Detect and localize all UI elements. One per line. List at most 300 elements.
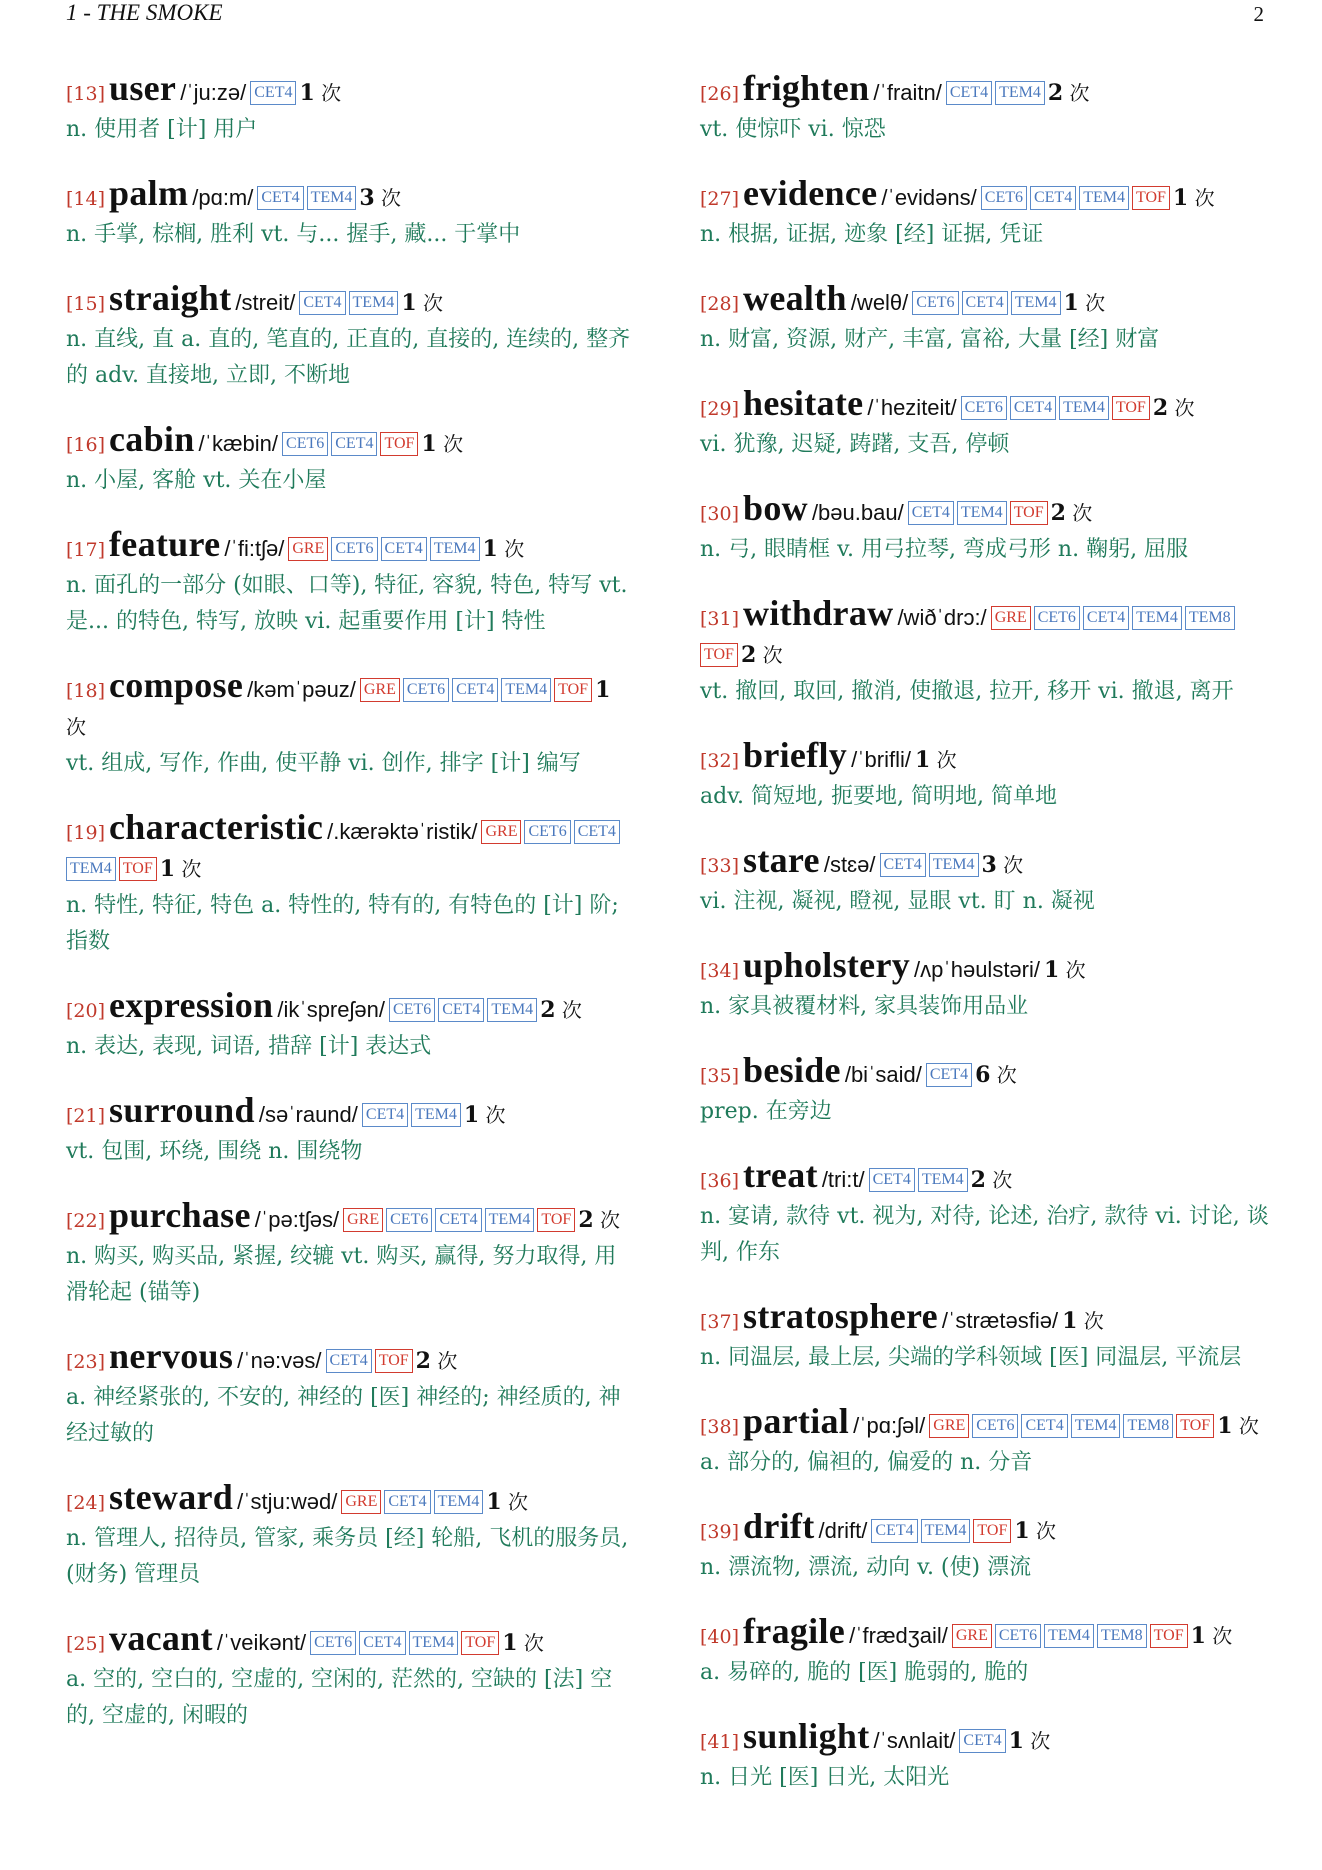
count-number: 1 xyxy=(1062,1308,1078,1334)
count-number: 2 xyxy=(1047,80,1064,106)
vocab-entry xyxy=(66,1197,636,1311)
entry-word: upholstery xyxy=(743,945,911,985)
entry-word: surround xyxy=(109,1090,255,1130)
exam-tag-cet4: CET4 xyxy=(299,291,345,315)
entry-headline xyxy=(66,1620,636,1662)
entry-headline xyxy=(700,70,1275,112)
exam-tag-tem4: TEM4 xyxy=(918,1168,968,1192)
occurrence-count xyxy=(1153,396,1195,420)
occurrence-count xyxy=(540,998,582,1022)
exam-tags xyxy=(912,291,1063,316)
exam-tag-cet4: CET4 xyxy=(908,501,954,525)
exam-tag-tof: TOF xyxy=(119,857,157,881)
entry-phonetic: /stɛə/ xyxy=(823,852,876,877)
entry-headline xyxy=(700,737,1275,779)
count-number: 1 xyxy=(486,1489,502,1515)
exam-tag-tem8: TEM8 xyxy=(1097,1624,1147,1648)
exam-tags xyxy=(288,537,482,562)
exam-tags xyxy=(299,291,401,316)
exam-tag-tof: TOF xyxy=(1112,396,1150,420)
exam-tag-tem4: TEM4 xyxy=(1071,1414,1121,1438)
exam-tags xyxy=(282,432,421,457)
exam-tag-cet6: CET6 xyxy=(389,998,435,1022)
count-unit: 次 xyxy=(996,853,1024,877)
occurrence-count xyxy=(1217,1414,1259,1438)
count-unit: 次 xyxy=(1059,958,1086,982)
vocab-entry xyxy=(66,987,636,1065)
entry-index: [37] xyxy=(700,1311,740,1333)
page-number: 2 xyxy=(1253,2,1264,26)
entry-phonetic: /kəmˈpəuz/ xyxy=(247,677,356,702)
occurrence-count xyxy=(1009,1729,1051,1753)
vocab-entry xyxy=(66,1338,636,1452)
occurrence-count xyxy=(160,857,202,881)
entry-phonetic: /tri:t/ xyxy=(821,1167,865,1192)
vocab-entry xyxy=(700,1508,1275,1586)
exam-tag-cet4: CET4 xyxy=(962,291,1008,315)
entry-index: [26] xyxy=(700,83,740,105)
entry-headline xyxy=(66,280,636,322)
entry-definition: a. 部分的, 偏袒的, 偏爱的 n. 分音 xyxy=(700,1450,1033,1475)
entry-word: compose xyxy=(109,665,244,705)
entry-word: sunlight xyxy=(743,1716,870,1756)
exam-tag-gre: GRE xyxy=(991,606,1031,630)
entry-definition: n. 财富, 资源, 财产, 丰富, 富裕, 大量 [经] 财富 xyxy=(700,327,1160,352)
exam-tag-tem4: TEM4 xyxy=(485,1208,535,1232)
vocab-entry xyxy=(66,70,636,148)
count-unit: 次 xyxy=(374,186,402,210)
count-number: 2 xyxy=(1050,500,1066,526)
entry-headline xyxy=(700,1298,1275,1340)
exam-tag-cet4: CET4 xyxy=(452,678,498,702)
entry-index: [18] xyxy=(66,680,106,702)
entry-headline xyxy=(66,987,636,1029)
occurrence-count xyxy=(1062,1309,1104,1333)
exam-tag-tem4: TEM4 xyxy=(487,998,537,1022)
entry-word: feature xyxy=(109,524,221,564)
exam-tags xyxy=(362,1103,464,1128)
entry-definition: n. 手掌, 棕榈, 胜利 vt. 与... 握手, 藏... 于掌中 xyxy=(66,222,521,247)
exam-tag-cet4: CET4 xyxy=(880,853,926,877)
entry-word: stare xyxy=(743,840,820,880)
entry-phonetic: /wiðˈdrɔ:/ xyxy=(897,605,987,630)
entry-word: user xyxy=(109,68,177,108)
count-unit: 次 xyxy=(1078,291,1106,315)
entry-index: [31] xyxy=(700,608,740,630)
entry-word: drift xyxy=(743,1506,815,1546)
entry-headline xyxy=(700,385,1275,427)
count-number: 2 xyxy=(970,1167,986,1193)
entry-index: [15] xyxy=(66,293,106,315)
exam-tag-tem4: TEM4 xyxy=(434,1490,484,1514)
vocab-entry xyxy=(700,175,1275,253)
entry-index: [16] xyxy=(66,434,106,456)
exam-tag-cet4: CET4 xyxy=(959,1729,1005,1753)
vocab-entry xyxy=(700,385,1275,463)
exam-tag-tem4: TEM4 xyxy=(1011,291,1061,315)
entry-definition: n. 面孔的一部分 (如眼、口等), 特征, 容貌, 特色, 特写 vt. 是... 的特色, 特写, 放映 vi. 起重要作用 [计] 特性 xyxy=(66,573,628,634)
count-unit: 次 xyxy=(1029,1519,1057,1543)
entry-phonetic: /bəu.bau/ xyxy=(811,500,904,525)
entry-word: steward xyxy=(109,1477,234,1517)
entry-definition: n. 同温层, 最上层, 尖端的学科领域 [医] 同温层, 平流层 xyxy=(700,1345,1242,1370)
exam-tag-cet6: CET6 xyxy=(331,537,377,561)
exam-tag-gre: GRE xyxy=(481,820,521,844)
exam-tag-tem4: TEM4 xyxy=(411,1103,461,1127)
left-column xyxy=(66,70,636,1761)
entry-phonetic: /ˈnə:vəs/ xyxy=(237,1348,322,1373)
count-unit: 次 xyxy=(1065,501,1093,525)
entry-headline xyxy=(66,1092,636,1134)
count-number: 3 xyxy=(981,852,997,878)
right-column xyxy=(700,70,1275,1823)
entry-headline xyxy=(66,526,636,568)
entry-index: [27] xyxy=(700,188,740,210)
occurrence-count xyxy=(1044,958,1086,982)
exam-tag-tem4: TEM4 xyxy=(1079,186,1129,210)
entry-index: [39] xyxy=(700,1521,740,1543)
entry-index: [32] xyxy=(700,750,740,772)
count-unit: 次 xyxy=(479,1103,506,1127)
exam-tag-cet4: CET4 xyxy=(384,1490,430,1514)
entry-headline xyxy=(700,490,1275,532)
count-number: 1 xyxy=(1063,290,1079,316)
exam-tag-tem4: TEM4 xyxy=(995,81,1045,105)
entry-headline xyxy=(700,175,1275,217)
vocab-entry xyxy=(700,280,1275,358)
entry-word: partial xyxy=(743,1401,850,1441)
exam-tag-tem4: TEM4 xyxy=(349,291,399,315)
count-number: 3 xyxy=(359,185,375,211)
exam-tag-tem4: TEM4 xyxy=(921,1519,971,1543)
count-number: 1 xyxy=(463,1102,480,1128)
entry-definition: n. 购买, 购买品, 紧握, 绞辘 vt. 购买, 赢得, 努力取得, 用滑轮起 (锚等) xyxy=(66,1244,617,1305)
count-unit: 次 xyxy=(756,643,783,667)
entry-word: nervous xyxy=(109,1336,234,1376)
entry-headline xyxy=(700,1718,1275,1760)
exam-tag-tof: TOF xyxy=(1132,186,1170,210)
entry-headline xyxy=(700,1052,1275,1094)
vocab-entry xyxy=(66,1620,636,1734)
entry-word: purchase xyxy=(109,1195,251,1235)
entry-definition: n. 弓, 眼睛框 v. 用弓拉琴, 弯成弓形 n. 鞠躬, 屈服 xyxy=(700,537,1189,562)
entry-word: expression xyxy=(109,985,274,1025)
exam-tags xyxy=(257,186,359,211)
vocab-entry xyxy=(700,1298,1275,1376)
entry-definition: a. 空的, 空白的, 空虚的, 空闲的, 茫然的, 空缺的 [法] 空的, 空虚的, 闲暇的 xyxy=(66,1667,613,1728)
vocab-entry xyxy=(700,595,1275,710)
entry-phonetic: /biˈsaid/ xyxy=(844,1062,922,1087)
entry-word: evidence xyxy=(743,173,878,213)
vocab-entry xyxy=(700,947,1275,1025)
exam-tag-cet4: CET4 xyxy=(926,1063,972,1087)
count-unit: 次 xyxy=(517,1631,544,1655)
occurrence-count xyxy=(1064,291,1106,315)
exam-tag-gre: GRE xyxy=(952,1624,992,1648)
vocab-entry xyxy=(700,842,1275,920)
count-number: 2 xyxy=(540,997,556,1023)
entry-headline xyxy=(700,1157,1275,1199)
exam-tag-tem4: TEM4 xyxy=(409,1631,459,1655)
entry-word: straight xyxy=(109,278,232,318)
count-number: 1 xyxy=(1172,185,1189,211)
entry-phonetic: /ˈkæbin/ xyxy=(198,431,279,456)
exam-tags xyxy=(926,1063,975,1088)
exam-tag-cet6: CET6 xyxy=(961,396,1007,420)
entry-word: frighten xyxy=(743,68,870,108)
entry-word: characteristic xyxy=(109,807,324,847)
exam-tag-tof: TOF xyxy=(1010,501,1048,525)
entry-index: [38] xyxy=(700,1416,740,1438)
exam-tags xyxy=(869,1168,971,1193)
exam-tag-cet4: CET4 xyxy=(362,1103,408,1127)
exam-tags xyxy=(959,1729,1008,1754)
entry-word: stratosphere xyxy=(743,1296,938,1336)
exam-tag-cet6: CET6 xyxy=(1034,606,1080,630)
entry-index: [40] xyxy=(700,1626,740,1648)
entry-phonetic: /ˈheziteit/ xyxy=(867,395,957,420)
entry-phonetic: /ˈbrifli/ xyxy=(851,747,911,772)
entry-index: [13] xyxy=(66,83,106,105)
exam-tag-cet6: CET6 xyxy=(912,291,958,315)
entry-headline xyxy=(66,1479,636,1521)
count-unit: 次 xyxy=(416,291,443,315)
entry-index: [22] xyxy=(66,1210,106,1232)
entry-word: wealth xyxy=(743,278,847,318)
entry-word: hesitate xyxy=(743,383,864,423)
vocab-entry xyxy=(66,1092,636,1170)
exam-tag-tof: TOF xyxy=(461,1631,499,1655)
entry-index: [30] xyxy=(700,503,740,525)
entry-definition: vt. 撤回, 取回, 撤消, 使撤退, 拉开, 移开 vi. 撤退, 离开 xyxy=(700,679,1234,704)
entry-index: [35] xyxy=(700,1065,740,1087)
occurrence-count xyxy=(483,537,525,561)
entry-phonetic: /ˈstrætəsfiə/ xyxy=(941,1308,1059,1333)
exam-tag-tof: TOF xyxy=(537,1208,575,1232)
count-number: 6 xyxy=(975,1062,991,1088)
count-number: 2 xyxy=(740,642,757,668)
count-number: 2 xyxy=(1152,395,1169,421)
exam-tag-cet4: CET4 xyxy=(1010,396,1056,420)
entry-phonetic: /ikˈspreʃən/ xyxy=(277,997,385,1022)
occurrence-count xyxy=(1048,81,1090,105)
vocab-entry xyxy=(66,175,636,253)
exam-tag-tem4: TEM4 xyxy=(307,186,357,210)
occurrence-count xyxy=(502,1631,544,1655)
count-unit: 次 xyxy=(1205,1624,1233,1648)
entry-phonetic: /ˈpɑ:ʃəl/ xyxy=(853,1413,926,1438)
entry-definition: n. 特性, 特征, 特色 a. 特性的, 特有的, 有特色的 [计] 阶; 指数 xyxy=(66,893,619,954)
entry-index: [33] xyxy=(700,855,740,877)
count-number: 2 xyxy=(578,1207,594,1233)
exam-tag-tem4: TEM4 xyxy=(501,678,551,702)
entry-index: [41] xyxy=(700,1731,740,1753)
exam-tag-tem4: TEM4 xyxy=(1132,606,1182,630)
vocab-entry xyxy=(700,70,1275,148)
entry-definition: n. 日光 [医] 日光, 太阳光 xyxy=(700,1765,950,1790)
entry-headline xyxy=(700,595,1275,674)
entry-phonetic: /ˈpə:tʃəs/ xyxy=(254,1207,340,1232)
exam-tags xyxy=(326,1349,416,1374)
count-unit: 次 xyxy=(930,748,957,772)
entry-index: [20] xyxy=(66,1000,106,1022)
exam-tags xyxy=(929,1414,1217,1439)
entry-index: [23] xyxy=(66,1351,106,1373)
count-unit: 次 xyxy=(175,857,202,881)
count-unit: 次 xyxy=(497,537,525,561)
exam-tag-gre: GRE xyxy=(929,1414,969,1438)
occurrence-count xyxy=(421,432,463,456)
occurrence-count xyxy=(915,748,957,772)
occurrence-count xyxy=(982,853,1024,877)
exam-tag-cet4: CET4 xyxy=(1030,186,1076,210)
exam-tags xyxy=(341,1490,486,1515)
exam-tag-cet6: CET6 xyxy=(995,1624,1041,1648)
exam-tags xyxy=(389,998,540,1023)
entry-index: [28] xyxy=(700,293,740,315)
entry-definition: prep. 在旁边 xyxy=(700,1099,832,1124)
vocab-entry xyxy=(66,421,636,499)
count-unit: 次 xyxy=(436,432,464,456)
entry-definition: n. 小屋, 客舱 vt. 关在小屋 xyxy=(66,468,327,493)
count-unit: 次 xyxy=(1077,1309,1104,1333)
exam-tag-cet4: CET4 xyxy=(435,1208,481,1232)
count-unit: 次 xyxy=(1023,1729,1051,1753)
exam-tag-tof: TOF xyxy=(700,643,738,667)
exam-tag-gre: GRE xyxy=(360,678,400,702)
entry-headline xyxy=(66,175,636,217)
entry-word: fragile xyxy=(743,1611,846,1651)
vocab-entry xyxy=(66,667,636,782)
running-title: 1 - THE SMOKE xyxy=(66,0,223,25)
entry-definition: n. 宴请, 款待 vt. 视为, 对待, 论述, 治疗, 款待 vi. 讨论, 谈判, 作东 xyxy=(700,1204,1269,1265)
entry-index: [36] xyxy=(700,1170,740,1192)
count-number: 1 xyxy=(299,80,315,106)
exam-tag-cet6: CET6 xyxy=(310,1631,356,1655)
count-unit: 次 xyxy=(501,1490,529,1514)
count-number: 1 xyxy=(159,856,176,882)
occurrence-count xyxy=(359,186,401,210)
count-number: 1 xyxy=(401,290,417,316)
vocab-entry xyxy=(66,280,636,394)
occurrence-count xyxy=(416,1349,458,1373)
entry-phonetic: /ʌpˈhəulstəri/ xyxy=(914,957,1040,982)
exam-tags xyxy=(871,1519,1014,1544)
count-number: 1 xyxy=(595,677,611,703)
entry-phonetic: /səˈraund/ xyxy=(258,1102,358,1127)
count-unit: 次 xyxy=(990,1063,1017,1087)
exam-tag-cet4: CET4 xyxy=(250,81,296,105)
entry-phonetic: /ˈfraitn/ xyxy=(873,80,942,105)
count-number: 1 xyxy=(1190,1623,1206,1649)
entry-headline xyxy=(66,1338,636,1380)
vocab-entry xyxy=(66,809,636,960)
entry-word: beside xyxy=(743,1050,841,1090)
entry-index: [17] xyxy=(66,539,106,561)
occurrence-count xyxy=(464,1103,506,1127)
exam-tag-tem4: TEM4 xyxy=(430,537,480,561)
exam-tag-tem4: TEM4 xyxy=(1059,396,1109,420)
entry-definition: n. 直线, 直 a. 直的, 笔直的, 正直的, 直接的, 连续的, 整齐的 adv. 直接地, 立即, 不断地 xyxy=(66,327,631,388)
exam-tag-cet4: CET4 xyxy=(257,186,303,210)
count-unit: 次 xyxy=(1168,396,1195,420)
exam-tag-cet6: CET6 xyxy=(386,1208,432,1232)
entry-headline xyxy=(66,809,636,888)
exam-tag-cet4: CET4 xyxy=(1021,1414,1067,1438)
occurrence-count xyxy=(1173,186,1215,210)
exam-tag-tem4: TEM4 xyxy=(1044,1624,1094,1648)
vocab-entry xyxy=(700,1403,1275,1481)
exam-tags xyxy=(360,678,595,703)
entry-definition: vt. 组成, 写作, 作曲, 使平静 vi. 创作, 排字 [计] 编写 xyxy=(66,751,581,776)
exam-tag-tof: TOF xyxy=(973,1519,1011,1543)
entry-headline xyxy=(66,667,636,746)
occurrence-count xyxy=(741,643,783,667)
entry-word: cabin xyxy=(109,419,195,459)
count-unit: 次 xyxy=(430,1349,458,1373)
exam-tag-tof: TOF xyxy=(1150,1624,1188,1648)
exam-tags xyxy=(310,1631,502,1656)
count-unit: 次 xyxy=(1063,81,1090,105)
exam-tag-tem8: TEM8 xyxy=(1185,606,1235,630)
exam-tag-tem4: TEM4 xyxy=(929,853,979,877)
exam-tag-tof: TOF xyxy=(1176,1414,1214,1438)
exam-tag-cet6: CET6 xyxy=(972,1414,1018,1438)
exam-tags xyxy=(880,853,982,878)
exam-tag-cet4: CET4 xyxy=(331,432,377,456)
entry-definition: adv. 简短地, 扼要地, 简明地, 简单地 xyxy=(700,784,1057,809)
exam-tag-cet6: CET6 xyxy=(981,186,1027,210)
exam-tag-cet4: CET4 xyxy=(574,820,620,844)
occurrence-count xyxy=(971,1168,1013,1192)
exam-tag-cet4: CET4 xyxy=(381,537,427,561)
count-unit: 次 xyxy=(593,1208,620,1232)
count-number: 1 xyxy=(482,536,498,562)
exam-tags xyxy=(952,1624,1191,1649)
exam-tag-cet4: CET4 xyxy=(326,1349,372,1373)
entry-definition: a. 易碎的, 脆的 [医] 脆弱的, 脆的 xyxy=(700,1660,1029,1685)
count-number: 1 xyxy=(421,431,437,457)
entry-phonetic: /pɑ:m/ xyxy=(192,185,254,210)
entry-phonetic: /ˈveikənt/ xyxy=(216,1630,307,1655)
exam-tags xyxy=(343,1208,578,1233)
exam-tag-cet6: CET6 xyxy=(403,678,449,702)
count-unit: 次 xyxy=(985,1168,1013,1192)
exam-tags xyxy=(981,186,1173,211)
entry-phonetic: /ˈfi:tʃə/ xyxy=(224,536,285,561)
entry-phonetic: /.kærəktəˈristik/ xyxy=(327,819,478,844)
exam-tag-tof: TOF xyxy=(380,432,418,456)
entry-phonetic: /ˈevidəns/ xyxy=(881,185,977,210)
exam-tag-cet4: CET4 xyxy=(871,1519,917,1543)
entry-definition: n. 使用者 [计] 用户 xyxy=(66,117,258,142)
entry-index: [34] xyxy=(700,960,740,982)
vocab-entry xyxy=(66,526,636,640)
exam-tag-cet4: CET4 xyxy=(869,1168,915,1192)
entry-word: treat xyxy=(743,1155,818,1195)
entry-definition: n. 根据, 证据, 迹象 [经] 证据, 凭证 xyxy=(700,222,1044,247)
entry-index: [19] xyxy=(66,822,106,844)
entry-phonetic: /ˈstju:wəd/ xyxy=(237,1489,338,1514)
exam-tags xyxy=(961,396,1153,421)
occurrence-count xyxy=(401,291,443,315)
entry-definition: a. 神经紧张的, 不安的, 神经的 [医] 神经的; 神经质的, 神经过敏的 xyxy=(66,1385,621,1446)
vocab-entry xyxy=(700,1157,1275,1271)
entry-headline xyxy=(700,280,1275,322)
occurrence-count xyxy=(578,1208,620,1232)
count-number: 1 xyxy=(1014,1518,1030,1544)
occurrence-count xyxy=(1191,1624,1233,1648)
